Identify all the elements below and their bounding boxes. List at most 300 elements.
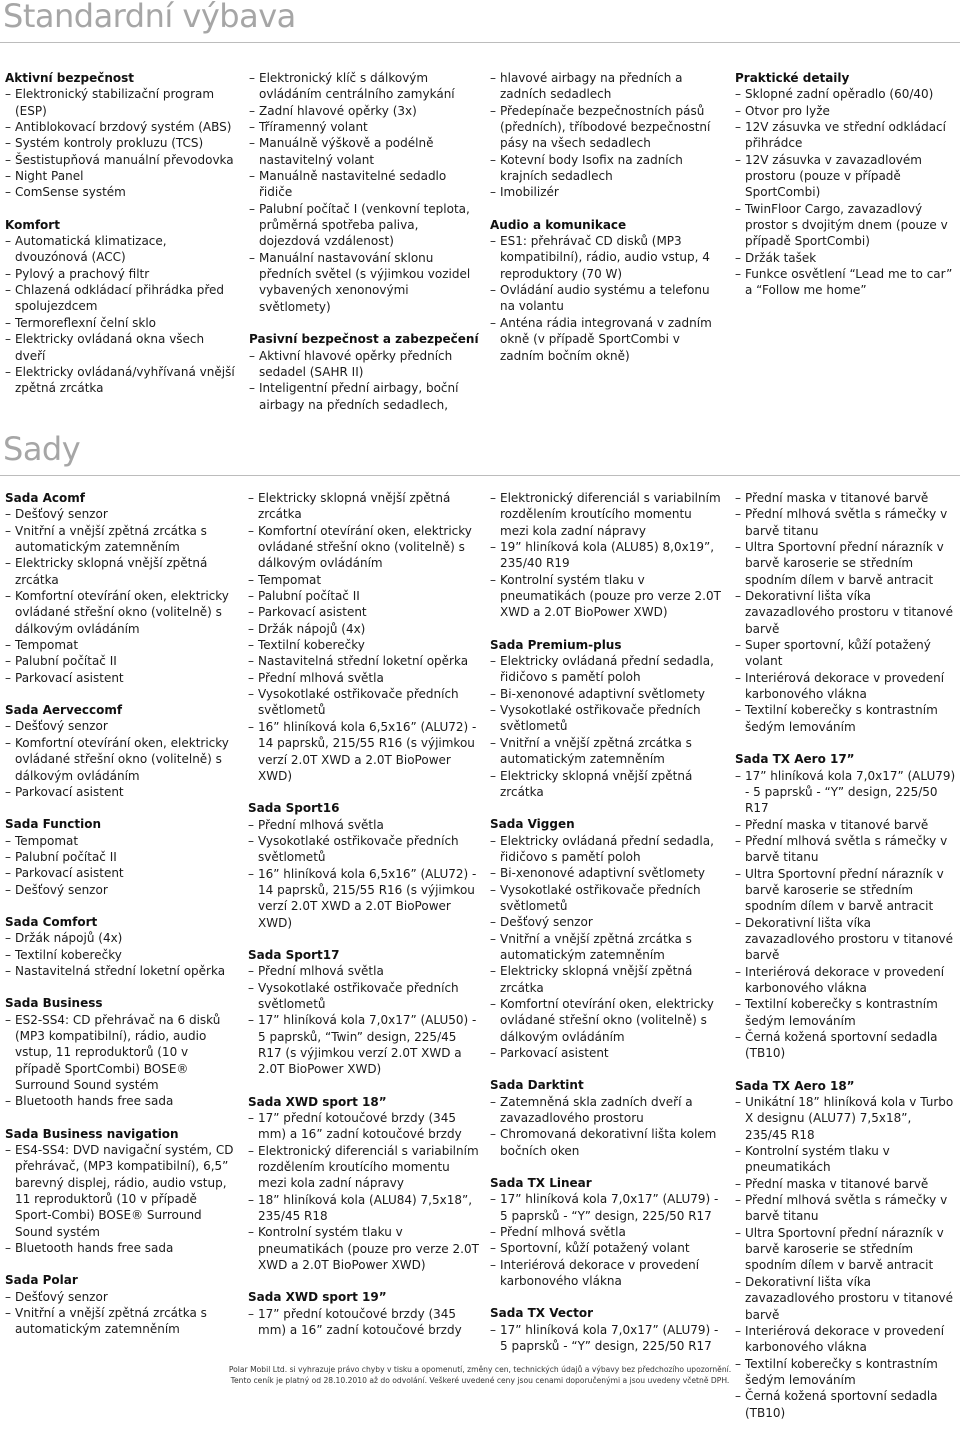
dash-bullet: – <box>735 915 741 930</box>
equipment-section <box>5 490 237 686</box>
dash-bullet: – <box>5 1143 11 1158</box>
equipment-item <box>5 833 237 849</box>
equipment-item-text: Termoreflexní čelní sklo <box>15 315 157 330</box>
dash-bullet: – <box>248 523 254 538</box>
dash-bullet: – <box>735 833 741 848</box>
equipment-item-text: Inteligentní přední airbagy, boční airbagy na předních sedadlech, <box>259 381 459 412</box>
dash-bullet: – <box>5 931 11 946</box>
section-heading: Sada Premium-plus <box>490 637 622 652</box>
equipment-item <box>5 1305 237 1338</box>
equipment-item <box>5 882 237 898</box>
dash-bullet: – <box>249 201 255 216</box>
dash-bullet: – <box>5 283 11 298</box>
equipment-item-text: Imobilizér <box>500 185 559 200</box>
equipment-item-text: Elektronický stabilizační program (ESP) <box>15 87 215 118</box>
dash-bullet: – <box>5 152 11 167</box>
equipment-section <box>490 1175 722 1289</box>
equipment-item-text: Vnitřní a vnější zpětná zrcátka s automatickým zatemněním <box>500 735 692 767</box>
section-heading: Sada TX Linear <box>490 1176 592 1191</box>
dash-bullet: – <box>248 491 254 505</box>
dash-bullet: – <box>735 201 741 216</box>
equipment-item <box>490 539 722 572</box>
dash-bullet: – <box>490 833 496 848</box>
dash-bullet: – <box>248 833 254 848</box>
equipment-item-text: 17” hliníková kola 7,0x17” (ALU50) - 5 paprsků, “Twin” design, 225/45 R17 (s výjimkou verzí 2.0T XWD a 2.0T BioPower XWD) <box>258 1013 477 1077</box>
equipment-item-text: hlavové airbagy na předních a zadních sedadlech <box>500 71 683 102</box>
equipment-item-text: Manuální nastavování sklonu předních světel (s výjimkou vozidel vybavených xenonovými světlomety) <box>259 250 471 314</box>
dash-bullet: – <box>490 735 496 750</box>
equipment-item-text: ES1: přehrávač CD disků (MP3 kompatibilní), rádio, audio vstup, 4 reproduktory (70 W) <box>500 234 710 281</box>
equipment-item-text: Interiérová dekorace v provedení karbonového vlákna <box>745 1323 945 1355</box>
dash-bullet: – <box>735 1389 741 1404</box>
equipment-item <box>735 996 957 1029</box>
equipment-item-text: 17” hliníková kola 7,0x17” (ALU79) - 5 paprsků - “Y” design, 225/50 R17 <box>500 1322 719 1354</box>
dash-bullet: – <box>490 540 496 555</box>
equipment-section <box>248 947 480 1078</box>
equipment-item <box>490 233 722 282</box>
equipment-item <box>735 86 955 102</box>
equipment-item <box>735 1192 957 1225</box>
dash-bullet: – <box>735 540 741 555</box>
equipment-item-text: Přední mlhová světla <box>258 817 384 832</box>
equipment-item-text: Chlazená odkládací přihrádka před spolujezdcem <box>15 283 225 314</box>
equipment-item-text: ES4-SS4: DVD navigační systém, CD přehrávač, (MP3 kompatibilní), 6,5” barevný displej, rádio, audio vstup, 11 reproduktorů (10 v případě Sport-Combi) BOSE® Surround Sound systém <box>15 1143 234 1239</box>
dash-bullet: – <box>249 250 255 265</box>
equipment-section <box>5 995 237 1109</box>
equipment-item-text: Černá kožená sportovní sedadla (TB10) <box>745 1389 938 1420</box>
equipment-item-text: Elektronický diferenciál s variabilním rozdělením kroutícího momentu mezi kola zadní nápravy <box>500 491 721 538</box>
dash-bullet: – <box>490 283 496 298</box>
equipment-item-text: Vysokotlaké ostřikovače předních světlometů <box>258 833 459 865</box>
equipment-item <box>490 963 722 996</box>
equipment-item <box>490 70 722 103</box>
section-heading: Aktivní bezpečnost <box>5 71 134 85</box>
equipment-section <box>248 1094 480 1274</box>
equipment-item-text: Přední mlhová světla s rámečky v barvě titanu <box>745 1193 948 1224</box>
dash-bullet: – <box>490 1094 496 1109</box>
equipment-item <box>735 588 957 637</box>
equipment-item <box>735 250 955 266</box>
equipment-item-text: Vnitřní a vnější zpětná zrcátka s automatickým zatemněním <box>15 1306 207 1337</box>
equipment-item-text: 18” hliníková kola (ALU84) 7,5x18”, 235/45 R18 <box>258 1192 473 1224</box>
dash-bullet: – <box>5 784 11 799</box>
equipment-item <box>249 103 481 119</box>
dash-bullet: – <box>735 670 741 685</box>
equipment-item-text: Unikátní 18” hliníková kola v Turbo X designu (ALU77) 7,5x18”, 235/45 R18 <box>745 1095 954 1142</box>
equipment-item <box>735 506 957 539</box>
dash-bullet: – <box>5 87 11 102</box>
equipment-item <box>490 490 722 539</box>
equipment-item-text: Komfortní otevírání oken, elektricky ovládané střešní okno (volitelně) s dálkovým ovládáním <box>258 523 472 571</box>
equipment-item-text: Pylový a prachový filtr <box>15 266 150 281</box>
dash-bullet: – <box>5 1306 11 1321</box>
equipment-item-text: Předepínače bezpečnostních pásů (předních), tříbodové bezpečnostní pásy na všech sedadlech <box>500 103 711 151</box>
section-heading: Sada Viggen <box>490 817 575 832</box>
equipment-item-text: Bluetooth hands free sada <box>15 1241 174 1256</box>
equipment-item-text: Textilní koberečky s kontrastním šedým lemováním <box>745 1356 938 1387</box>
section-heading: Pasivní bezpečnost a zabezpečení <box>249 332 479 347</box>
standard-column-1 <box>5 70 237 413</box>
dash-bullet: – <box>5 332 11 347</box>
section-heading: Sada Function <box>5 817 102 832</box>
equipment-item-text: Automatická klimatizace, dvouzónová (ACC) <box>15 234 167 265</box>
section-heading: Sada Business navigation <box>5 1126 179 1141</box>
dash-bullet: – <box>735 768 741 783</box>
dash-bullet: – <box>735 1323 741 1338</box>
equipment-item <box>248 604 480 620</box>
sets-title: Sady <box>3 430 81 468</box>
equipment-item <box>5 523 237 556</box>
equipment-item-text: Elektricky sklopná vnější zpětná zrcátka <box>500 768 693 799</box>
equipment-item <box>5 1142 237 1240</box>
equipment-item-text: Parkovací asistent <box>15 670 124 685</box>
equipment-item <box>248 686 480 719</box>
dash-bullet: – <box>249 169 255 184</box>
dash-bullet: – <box>735 964 741 979</box>
standard-column-2 <box>249 70 481 429</box>
equipment-item <box>5 506 237 522</box>
dash-bullet: – <box>248 605 254 620</box>
equipment-section <box>5 914 237 979</box>
equipment-item <box>735 119 955 152</box>
sets-column-1 <box>5 490 237 1354</box>
standard-equipment-title: Standardní výbava <box>3 0 296 35</box>
dash-bullet: – <box>5 523 11 538</box>
equipment-item <box>735 702 957 735</box>
dash-bullet: – <box>735 1225 741 1240</box>
equipment-item <box>5 1093 237 1109</box>
dash-bullet: – <box>248 817 254 832</box>
dash-bullet: – <box>735 152 741 167</box>
equipment-item <box>248 866 480 931</box>
dash-bullet: – <box>248 621 254 636</box>
equipment-item-text: Přední maska v titanové barvě <box>745 1176 929 1191</box>
equipment-item <box>5 555 237 588</box>
equipment-item <box>5 184 237 200</box>
equipment-item <box>735 768 957 817</box>
equipment-item-text: TwinFloor Cargo, zavazadlový prostor s dvojitým dnem (pouze v případě SportCombi) <box>745 201 948 249</box>
equipment-item <box>5 168 237 184</box>
equipment-item-text: Funkce osvětlení “Lead me to car” a “Follow me home” <box>745 267 953 298</box>
dash-bullet: – <box>735 1193 741 1208</box>
equipment-item-text: Vysokotlaké ostřikovače předních světlometů <box>500 703 701 734</box>
dash-bullet: – <box>5 234 11 249</box>
dash-bullet: – <box>735 507 741 522</box>
section-heading: Praktické detaily <box>735 71 850 85</box>
equipment-item <box>248 621 480 637</box>
equipment-item-text: Elektronický diferenciál s variabilním rozdělením kroutícího momentu mezi kola zadní nápravy <box>258 1143 479 1191</box>
equipment-item-text: Chromovaná dekorativní lišta kolem bočních oken <box>500 1127 717 1158</box>
equipment-item-text: Manuálně výškově a podélně nastavitelný volant <box>259 136 434 167</box>
dash-bullet: – <box>735 120 741 135</box>
dash-bullet: – <box>490 915 496 930</box>
equipment-item <box>490 152 722 185</box>
dash-bullet: – <box>5 882 11 897</box>
equipment-item-text: Elektronický klíč s dálkovým ovládáním centrálního zamykání <box>259 71 455 102</box>
equipment-section <box>490 217 722 364</box>
dash-bullet: – <box>5 120 11 135</box>
equipment-section <box>490 637 722 800</box>
dash-bullet: – <box>490 1257 496 1272</box>
dash-bullet: – <box>248 1225 254 1240</box>
equipment-item <box>5 865 237 881</box>
section-heading: Sada TX Aero 18” <box>735 1078 855 1093</box>
equipment-item <box>735 637 957 670</box>
dash-bullet: – <box>490 491 496 505</box>
equipment-item <box>5 735 237 784</box>
dash-bullet: – <box>490 71 496 85</box>
equipment-item-text: Night Panel <box>15 169 84 184</box>
dash-bullet: – <box>490 931 496 946</box>
dash-bullet: – <box>5 638 11 653</box>
equipment-item-text: Elektricky ovládaná/vyhřívaná vnější zpětná zrcátka <box>15 364 235 396</box>
equipment-item <box>735 1388 957 1421</box>
dash-bullet: – <box>490 234 496 249</box>
dash-bullet: – <box>5 866 11 881</box>
dash-bullet: – <box>5 719 11 734</box>
dash-bullet: – <box>5 735 11 750</box>
section-heading: Sada TX Aero 17” <box>735 752 855 767</box>
dash-bullet: – <box>5 670 11 685</box>
equipment-item <box>248 572 480 588</box>
equipment-item <box>490 931 722 964</box>
equipment-item <box>5 119 237 135</box>
equipment-item <box>735 490 957 506</box>
equipment-item <box>735 964 957 997</box>
equipment-item-text: Textilní koberečky s kontrastním šedým lemováním <box>745 703 938 734</box>
equipment-item-text: Dekorativní lišta víka zavazadlového prostoru v titanové barvě <box>745 1274 954 1322</box>
equipment-item-text: 12V zásuvka v zavazadlovém prostoru (pouze v případě SportCombi) <box>745 152 922 200</box>
dash-bullet: – <box>248 1013 254 1028</box>
equipment-section <box>735 70 955 299</box>
dash-bullet: – <box>5 849 11 864</box>
equipment-item-text: Dešťový senzor <box>15 719 108 734</box>
equipment-item <box>5 86 237 119</box>
dash-bullet: – <box>248 1143 254 1158</box>
dash-bullet: – <box>248 964 254 979</box>
standard-column-4 <box>735 70 955 315</box>
equipment-section <box>248 1289 480 1338</box>
dash-bullet: – <box>735 866 741 881</box>
equipment-section <box>5 816 237 898</box>
equipment-item <box>249 201 481 250</box>
equipment-item-text: Zadní hlavové opěrky (3x) <box>259 103 417 118</box>
footer-line-2: Tento ceník je platný od 28.10.2010 až do odvolání. Veškeré uvedené ceny jsou cenami doporučenými a jsou uvedeny včetně DPH. <box>230 1375 730 1385</box>
dash-bullet: – <box>5 1289 11 1304</box>
equipment-item-text: Antiblokovací brzdový systém (ABS) <box>15 120 232 135</box>
equipment-item <box>490 653 722 686</box>
equipment-item <box>249 70 481 103</box>
dash-bullet: – <box>248 866 254 881</box>
equipment-item <box>5 1240 237 1256</box>
dash-bullet: – <box>248 654 254 669</box>
dash-bullet: – <box>490 185 496 200</box>
equipment-item-text: Aktivní hlavové opěrky předních sedadel (SAHR II) <box>259 348 453 379</box>
equipment-item <box>248 523 480 572</box>
equipment-item-text: 19” hliníková kola (ALU85) 8,0x19”, 235/40 R19 <box>500 540 715 571</box>
equipment-item <box>490 768 722 801</box>
equipment-item-text: Super sportovní, kůží potažený volant <box>745 638 931 669</box>
equipment-item <box>490 103 722 152</box>
equipment-section <box>5 702 237 800</box>
equipment-item <box>5 364 237 397</box>
dash-bullet: – <box>248 719 254 734</box>
dash-bullet: – <box>5 136 11 151</box>
dash-bullet: – <box>5 654 11 669</box>
equipment-item-text: Tempomat <box>15 833 79 848</box>
equipment-item <box>490 572 722 621</box>
dash-bullet: – <box>5 507 11 522</box>
section-heading: Sada Sport17 <box>248 947 340 962</box>
equipment-item-text: Držák tašek <box>745 250 817 265</box>
equipment-item <box>5 784 237 800</box>
equipment-item-text: Bluetooth hands free sada <box>15 1094 174 1109</box>
equipment-item-text: Přední mlhová světla s rámečky v barvě titanu <box>745 507 948 538</box>
dash-bullet: – <box>248 980 254 995</box>
section-heading: Sada Business <box>5 996 103 1011</box>
equipment-section <box>248 800 480 931</box>
equipment-item-text: Kotevní body Isofix na zadních krajních sedadlech <box>500 152 683 184</box>
equipment-item <box>490 914 722 930</box>
equipment-item-text: Vnitřní a vnější zpětná zrcátka s automatickým zatemněním <box>15 523 207 555</box>
standard-column-3 <box>490 70 722 380</box>
dash-bullet: – <box>5 947 11 962</box>
equipment-item-text: Držák nápojů (4x) <box>258 621 366 636</box>
equipment-item <box>490 315 722 364</box>
section-heading: Audio a komunikace <box>490 217 627 232</box>
section-heading: Sada Sport16 <box>248 801 340 816</box>
dash-bullet: – <box>248 589 254 604</box>
equipment-item-text: Systém kontroly prokluzu (TCS) <box>15 136 204 151</box>
dash-bullet: – <box>249 381 255 396</box>
dash-bullet: – <box>735 1144 741 1159</box>
equipment-item <box>490 1126 722 1159</box>
equipment-item <box>5 653 237 669</box>
dash-bullet: – <box>5 963 11 978</box>
equipment-item-text: Bi-xenonové adaptivní světlomety <box>500 866 706 881</box>
dash-bullet: – <box>735 1274 741 1289</box>
sets-column-3 <box>490 490 722 1371</box>
equipment-item <box>735 1143 957 1176</box>
equipment-item-text: Držák nápojů (4x) <box>15 931 123 946</box>
equipment-item <box>5 135 237 151</box>
equipment-item-text: Elektricky ovládaná přední sedadla, řidičovo s pamětí poloh <box>500 654 714 685</box>
equipment-item-text: Ultra Sportovní přední nárazník v barvě karoserie se středním spodním dílem v barvě antracit <box>745 1225 944 1273</box>
equipment-section <box>490 1305 722 1354</box>
equipment-item-text: Přední mlhová světla <box>500 1225 626 1240</box>
dash-bullet: – <box>735 1030 741 1044</box>
equipment-item-text: Přední mlhová světla s rámečky v barvě titanu <box>745 833 948 865</box>
dash-bullet: – <box>490 152 496 167</box>
equipment-item <box>5 849 237 865</box>
equipment-item-text: Interiérová dekorace v provedení karbonového vlákna <box>745 670 945 702</box>
equipment-item <box>490 282 722 315</box>
equipment-item-text: Nastavitelná střední loketní opěrka <box>15 963 226 978</box>
equipment-item <box>5 637 237 653</box>
dash-bullet: – <box>248 1111 254 1126</box>
equipment-item <box>490 1322 722 1355</box>
equipment-item-text: Dešťový senzor <box>15 1289 108 1304</box>
equipment-item-text: Parkovací asistent <box>258 605 367 620</box>
dash-bullet: – <box>5 1241 11 1256</box>
equipment-item-text: Interiérová dekorace v provedení karbonového vlákna <box>745 964 945 995</box>
equipment-item-text: Komfortní otevírání oken, elektricky ovládané střešní okno (volitelně) s dálkovým ovládáním <box>500 996 714 1044</box>
dash-bullet: – <box>490 1225 496 1240</box>
dash-bullet: – <box>490 1322 496 1337</box>
equipment-section <box>490 490 722 621</box>
dash-bullet: – <box>490 103 496 118</box>
equipment-item-text: Ovládání audio systému a telefonu na volantu <box>500 283 710 314</box>
equipment-item <box>5 282 237 315</box>
equipment-section <box>249 70 481 315</box>
dash-bullet: – <box>735 1356 741 1371</box>
dash-bullet: – <box>735 267 741 282</box>
title-divider <box>0 42 960 43</box>
equipment-item <box>735 866 957 915</box>
equipment-section <box>5 1126 237 1257</box>
sets-column-4 <box>735 490 957 1437</box>
equipment-item <box>735 103 955 119</box>
dash-bullet: – <box>735 638 741 653</box>
equipment-item-text: Dekorativní lišta víka zavazadlového prostoru v titanové barvě <box>745 589 954 636</box>
equipment-item-text: Zatemněná skla zadních dveří a zavazadlového prostoru <box>500 1094 693 1126</box>
equipment-section <box>490 816 722 1061</box>
equipment-item-text: Elektricky sklopná vnější zpětná zrcátka <box>258 491 451 522</box>
equipment-item-text: Dekorativní lišta víka zavazadlového prostoru v titanové barvě <box>745 915 954 963</box>
equipment-item <box>735 201 955 250</box>
equipment-section <box>5 1272 237 1337</box>
dash-bullet: – <box>5 1012 11 1027</box>
equipment-item-text: Kontrolní systém tlaku v pneumatikách <box>745 1144 890 1175</box>
equipment-item-text: Vysokotlaké ostřikovače předních světlometů <box>500 882 701 913</box>
equipment-item-text: ES2-SS4: CD přehrávač na 6 disků (MP3 kompatibilní), rádio, audio vstup, 11 reproduktorů (10 v případě SportCombi) BOSE® Surround Sound systém <box>15 1012 221 1092</box>
equipment-item <box>490 833 722 866</box>
equipment-section <box>735 490 957 735</box>
section-heading: Sada Polar <box>5 1273 78 1288</box>
equipment-item <box>5 1289 237 1305</box>
dash-bullet: – <box>249 136 255 151</box>
equipment-section <box>490 1077 722 1159</box>
equipment-item <box>490 735 722 768</box>
equipment-item-text: Elektricky sklopná vnější zpětná zrcátka <box>500 964 693 995</box>
equipment-item <box>248 1110 480 1143</box>
equipment-item-text: Přední mlhová světla <box>258 670 384 685</box>
equipment-item-text: Černá kožená sportovní sedadla (TB10) <box>745 1030 938 1061</box>
section-heading: Komfort <box>5 217 60 232</box>
equipment-item <box>735 817 957 833</box>
dash-bullet: – <box>248 1306 254 1321</box>
equipment-item-text: 17” hliníková kola 7,0x17” (ALU79) - 5 paprsků - “Y” design, 225/50 R17 <box>500 1192 719 1223</box>
equipment-item <box>248 963 480 979</box>
equipment-item-text: Ultra Sportovní přední nárazník v barvě karoserie se středním spodním dílem v barvě antracit <box>745 866 944 914</box>
equipment-item <box>5 233 237 266</box>
equipment-item <box>735 1029 957 1062</box>
equipment-item <box>248 833 480 866</box>
equipment-item <box>5 963 237 979</box>
equipment-section <box>5 217 237 397</box>
equipment-item-text: Komfortní otevírání oken, elektricky ovládané střešní okno (volitelně) s dálkovým ovládáním <box>15 589 229 636</box>
equipment-item-text: Vysokotlaké ostřikovače předních světlometů <box>258 687 459 718</box>
equipment-item-text: ComSense systém <box>15 185 126 200</box>
equipment-item-text: Tříramenný volant <box>259 120 368 135</box>
dash-bullet: – <box>5 315 11 330</box>
equipment-item <box>248 1224 480 1273</box>
equipment-item-text: Palubní počítač II <box>15 654 117 669</box>
dash-bullet: – <box>490 1192 496 1207</box>
equipment-item <box>5 670 237 686</box>
dash-bullet: – <box>5 833 11 848</box>
equipment-item <box>490 1094 722 1127</box>
